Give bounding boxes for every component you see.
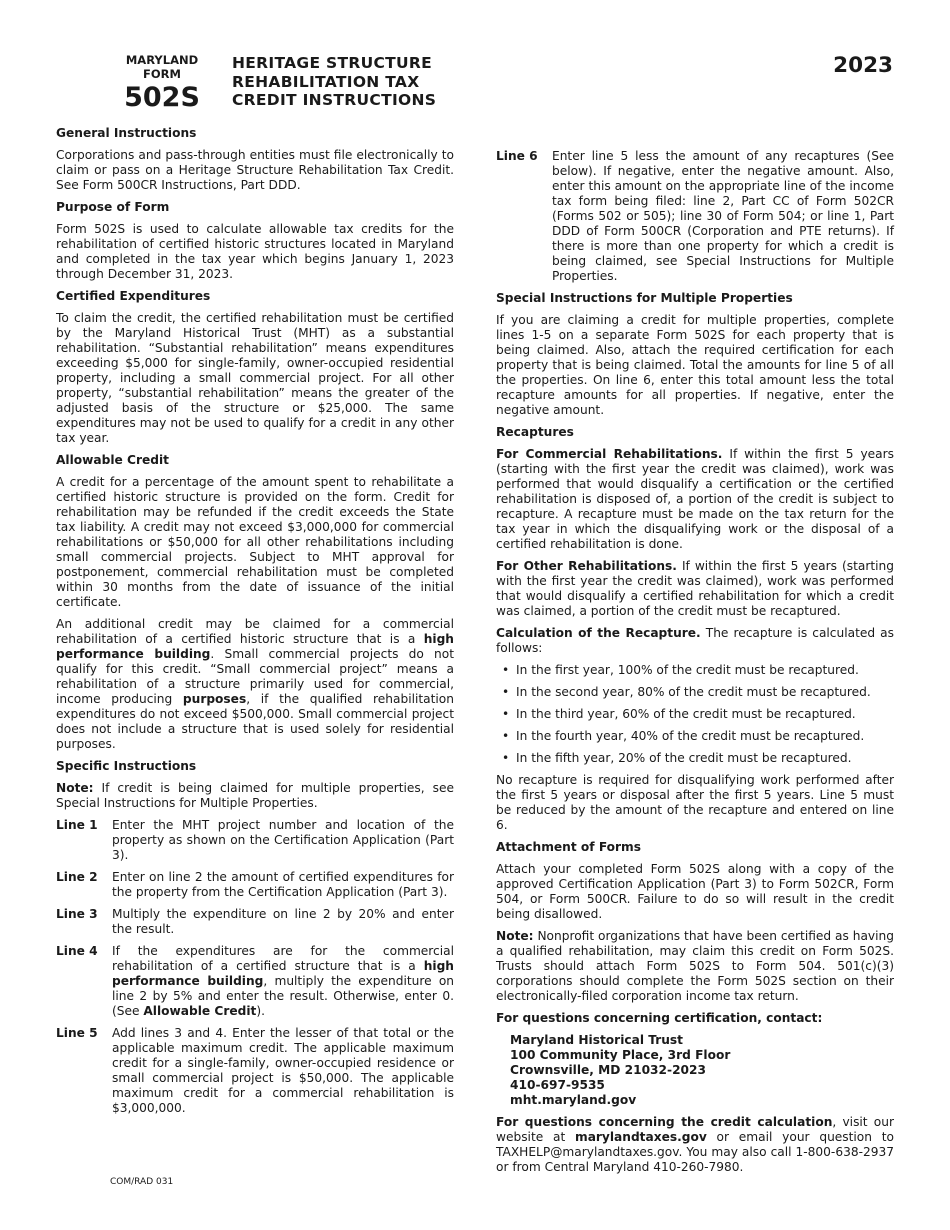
line-3-instruction (56, 907, 454, 937)
commercial-rehab-label: For Commercial Rehabilitations. (496, 447, 723, 461)
recapture-calc-text (496, 626, 894, 656)
line-4-allowable-credit-ref: Allowable Credit (143, 1004, 257, 1018)
line-4-part-b: , multiply the expenditure on line 2 by 5% and enter the result. Otherwise, enter 0. (See (112, 974, 454, 1018)
multiple-properties-text: If you are claiming a credit for multiple properties, complete lines 1-5 on a separate Form 502S for each property that is being claimed. Also, attach the required certification for each property that is being claimed. Total the amounts for line 5 of all the properties. On line 6, enter this total amount less the total recapture amounts for all properties. If negative, enter the negative amount. (496, 313, 894, 417)
attachment-heading: Attachment of Forms (496, 840, 642, 854)
right-column (496, 149, 894, 1182)
line-6-instruction (496, 149, 894, 284)
list-item: • In the fifth year, 20% of the credit must be recaptured. (496, 751, 894, 766)
commercial-rehab-text (496, 447, 894, 552)
list-item: • In the fourth year, 40% of the credit must be recaptured. (496, 729, 894, 744)
title-line-3: CREDIT INSTRUCTIONS (232, 91, 437, 109)
high-performance-term: high performance building (56, 632, 454, 661)
line-1-label: Line 1 (56, 818, 98, 832)
note-label: Note: (56, 781, 94, 795)
specific-note (56, 781, 454, 811)
credit-calc-contact (496, 1115, 894, 1175)
line-3-label: Line 3 (56, 907, 98, 921)
line-2-label: Line 2 (56, 870, 98, 884)
state-name: MARYLAND (125, 53, 199, 67)
mht-website: mht.maryland.gov (510, 1093, 637, 1107)
line-2-text: Enter on line 2 the amount of certified expenditures for the property from the Certification Application (Part 3). (112, 870, 454, 899)
other-rehab-body: If within the first 5 years (starting with the first year the credit was claimed), work was performed that would disqualify a certified rehabilitation for which a credit was claimed, a portion of the credit must be recaptured. (496, 559, 894, 618)
list-item: • In the first year, 100% of the credit must be recaptured. (496, 663, 894, 678)
attachment-note-label: Note: (496, 929, 534, 943)
title-line-2: REHABILITATION TAX (232, 72, 420, 91)
attachment-note (496, 929, 894, 1004)
line-6-text: Enter line 5 less the amount of any recaptures (See below). If negative, enter the negative amount. Also, enter this amount on the appropriate line of the income tax form being filed: line 2, Part CC of Form 502CR (Forms 502 or 505); line 30 of Form 504; or line 1, Part DDD of Form 500CR (Corporation and PTE returns). If there is more than one property for which a credit is being claimed, see Special Instructions for Multiple Properties. (552, 149, 894, 283)
allowable-credit-heading: Allowable Credit (56, 453, 170, 467)
note-text: If credit is being claimed for multiple properties, see Special Instructions for Multiple Properties. (56, 781, 454, 810)
credit-calc-part-b: or email your question to TAXHELP@marylandtaxes.gov. You may also call 1-800-638-2937 or from Central Maryland 410-260-7980. (496, 1130, 894, 1174)
tax-year: 2023 (833, 53, 893, 78)
form-label: FORM (143, 66, 181, 81)
general-instructions-heading: General Instructions (56, 126, 197, 140)
additional-credit-part-b: . Small commercial projects do not qualify for this credit. “Small commercial project” means a rehabilitation of a structure primarily used for commercial, income producing (56, 647, 454, 706)
line-4-text (112, 944, 454, 1019)
purpose-text: Form 502S is used to calculate allowable tax credits for the rehabilitation of certified historic structures located in Maryland and completed in the tax year which begins January 1, 2023 through December 31, 2023. (56, 222, 454, 281)
line-4-instruction (56, 944, 454, 1019)
title-line-1: HERITAGE STRUCTURE (232, 54, 433, 72)
line-4-part-c: ). (256, 1004, 266, 1018)
mht-address (510, 1033, 894, 1108)
commercial-rehab-body: If within the first 5 years (starting with the first year the credit was claimed), work was performed that would disqualify a certification or the certified rehabilitation is disposed of, a portion of the credit is subject to recapture. A recapture must be made on the tax return for the tax year in which the disqualifying work or the disposal of a certified rehabilitation is done. (496, 447, 894, 551)
line-5-instruction (56, 1026, 454, 1116)
purpose-heading: Purpose of Form (56, 200, 170, 214)
attachment-text: Attach your completed Form 502S along with a copy of the approved Certification Application (Part 3) to Form 502CR, Form 504, or Form 500CR. Failure to do so will result in the credit being disallowed. (496, 862, 894, 921)
address-line-2: 100 Community Place, 3rd Floor (510, 1048, 731, 1062)
additional-credit-part-a: An additional credit may be claimed for a commercial rehabilitation of a certified historic structure that is a (56, 617, 454, 646)
list-item: • In the third year, 60% of the credit must be recaptured. (496, 707, 894, 722)
line-1-text: Enter the MHT project number and location of the property as shown on the Certification Application (Part 3). (112, 818, 454, 862)
page-title (232, 54, 436, 110)
additional-credit-part-c: , if the qualified rehabilitation expenditures do not exceed $500,000. Small commercial project does not include a structure that is used solely for residential purposes. (56, 692, 454, 751)
certified-expenditures-heading: Certified Expenditures (56, 289, 211, 303)
recapture-calc-body: The recapture is calculated as follows: (496, 626, 894, 655)
address-line-1: Maryland Historical Trust (510, 1033, 683, 1047)
no-recapture-text: No recapture is required for disqualifying work performed after the first 5 years or disposal after the first 5 years. Line 5 must be reduced by the amount of the recapture and entered on line 6. (496, 773, 894, 832)
address-line-3: Crownsville, MD 21032-2023 (510, 1063, 706, 1077)
additional-credit-text (56, 617, 454, 752)
certification-contact-heading: For questions concerning certification, contact: (496, 1011, 823, 1025)
line-4-label: Line 4 (56, 944, 98, 958)
form-state-label (112, 54, 212, 81)
marylandtaxes-site: marylandtaxes.gov (575, 1130, 707, 1144)
credit-calc-part-a: , visit our website at (496, 1115, 894, 1144)
other-rehab-label: For Other Rehabilitations. (496, 559, 677, 573)
line-4-part-a: If the expenditures are for the commercial rehabilitation of a certified structure that is a (112, 944, 454, 973)
line-2-instruction (56, 870, 454, 900)
attachment-note-body: Nonprofit organizations that have been certified as having a qualified rehabilitation, may claim this credit on Form 502S. Trusts should attach Form 502S to Form 504. 501(c)(3) corporations should complete the Form 502S section on their electronically-filed corporation income tax return. (496, 929, 894, 1003)
allowable-credit-text: A credit for a percentage of the amount spent to rehabilitate a certified historic structure is provided on the form. Credit for rehabilitation may be refunded if the credit exceeds the State tax liability. A credit may not exceed $3,000,000 for commercial rehabilitations or $50,000 for all other rehabilitations including small commercial projects. Subject to MHT approval for postponement, commercial rehabilitation must be completed within 30 months from the date of issuance of the initial certificate. (56, 475, 454, 609)
line-3-text: Multiply the expenditure on line 2 by 20% and enter the result. (112, 907, 454, 936)
other-rehab-text (496, 559, 894, 619)
recapture-schedule-list (496, 663, 894, 766)
line-5-label: Line 5 (56, 1026, 98, 1040)
multiple-properties-heading: Special Instructions for Multiple Properties (496, 291, 793, 305)
recapture-calc-label: Calculation of the Recapture. (496, 626, 701, 640)
line-5-text: Add lines 3 and 4. Enter the lesser of that total or the applicable maximum credit. The applicable maximum credit for a single-family, owner-occupied residence or small commercial project is $50,000. The applicable maximum credit for a commercial rehabilitation is $3,000,000. (112, 1026, 454, 1115)
line-4-high-performance-term: high performance building (112, 959, 454, 988)
list-item: • In the second year, 80% of the credit must be recaptured. (496, 685, 894, 700)
specific-instructions-heading: Specific Instructions (56, 759, 197, 773)
general-instructions-text: Corporations and pass-through entities must file electronically to claim or pass on a Heritage Structure Rehabilitation Tax Credit. See Form 500CR Instructions, Part DDD. (56, 148, 454, 192)
purposes-term: purposes (182, 692, 247, 706)
form-number: 502S (124, 82, 200, 113)
form-code: COM/RAD 031 (110, 1177, 174, 1187)
line-6-label: Line 6 (496, 149, 538, 163)
credit-calc-contact-label: For questions concerning the credit calculation (496, 1115, 833, 1129)
left-column (56, 126, 454, 1123)
line-1-instruction (56, 818, 454, 863)
certified-expenditures-text: To claim the credit, the certified rehabilitation must be certified by the Maryland Historical Trust (MHT) as a substantial rehabilitation. “Substantial rehabilitation” means expenditures exceeding $5,000 for single-family, owner-occupied residential property, including a small commercial project. For all other property, “substantial rehabilitation” means the greater of the adjusted basis of the structure or $25,000. The same expenditures may not be used to qualify for a credit in any other tax year. (56, 311, 454, 445)
recaptures-heading: Recaptures (496, 425, 574, 439)
mht-phone: 410-697-9535 (510, 1078, 605, 1092)
